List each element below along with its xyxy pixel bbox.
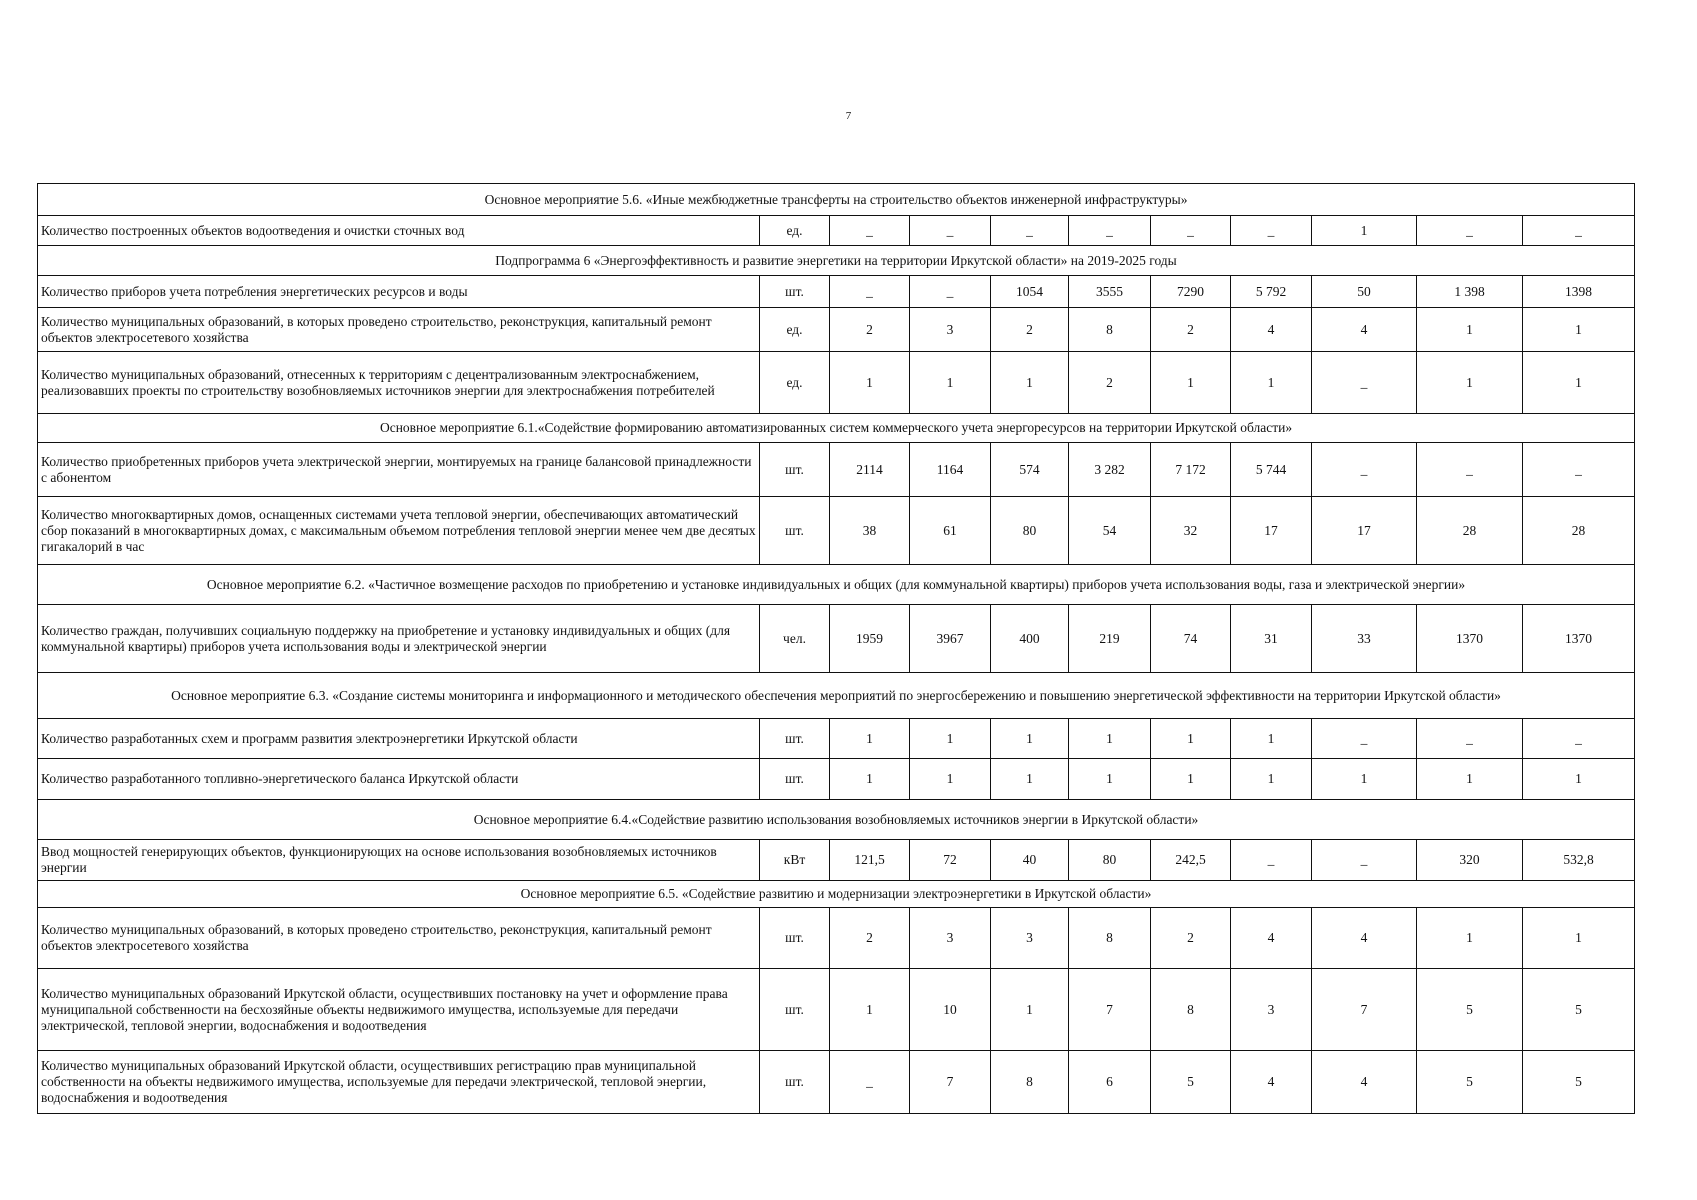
value-cell: 400	[991, 605, 1069, 673]
value-cell: 121,5	[830, 840, 910, 881]
value-cell: 1	[1312, 216, 1417, 246]
unit-cell: шт.	[760, 1051, 830, 1114]
indicator-label: Количество многоквартирных домов, оснащенных системами учета тепловой энергии, обеспечивающих автоматический сбор показаний в многоквартирных домах, с максимальным объемом потребления тепловой энергии менее чем две десятых гигакалорий в час	[38, 497, 760, 565]
value-cell: 6	[1069, 1051, 1151, 1114]
value-cell: 3	[910, 908, 991, 969]
table-row	[38, 908, 1635, 969]
indicator-label: Количество муниципальных образований, в которых проведено строительство, реконструкция, капитальный ремонт объектов электросетевого хозяйства	[38, 908, 760, 969]
value-cell: 1	[1523, 908, 1635, 969]
value-cell: 3	[991, 908, 1069, 969]
unit-cell: шт.	[760, 908, 830, 969]
value-cell: 1398	[1523, 276, 1635, 308]
value-cell: 28	[1417, 497, 1523, 565]
value-cell: 54	[1069, 497, 1151, 565]
value-cell: _	[1312, 840, 1417, 881]
value-cell: _	[1417, 443, 1523, 497]
value-cell: 1370	[1523, 605, 1635, 673]
value-cell: 4	[1231, 908, 1312, 969]
value-cell: 5	[1417, 969, 1523, 1051]
value-cell: 1	[991, 352, 1069, 414]
unit-cell: шт.	[760, 719, 830, 759]
unit-cell: ед.	[760, 216, 830, 246]
unit-cell: шт.	[760, 969, 830, 1051]
value-cell: 38	[830, 497, 910, 565]
value-cell: 4	[1312, 908, 1417, 969]
value-cell: 8	[1069, 308, 1151, 352]
value-cell: 2	[991, 308, 1069, 352]
value-cell: 1	[991, 719, 1069, 759]
value-cell: 1	[830, 969, 910, 1051]
value-cell: 8	[991, 1051, 1069, 1114]
value-cell: 4	[1312, 1051, 1417, 1114]
table-row	[38, 969, 1635, 1051]
value-cell: 5	[1417, 1051, 1523, 1114]
value-cell: _	[1523, 216, 1635, 246]
table-row	[38, 719, 1635, 759]
value-cell: 32	[1151, 497, 1231, 565]
value-cell: 3	[1231, 969, 1312, 1051]
value-cell: _	[1417, 216, 1523, 246]
value-cell: 7 172	[1151, 443, 1231, 497]
value-cell: 31	[1231, 605, 1312, 673]
value-cell: 242,5	[1151, 840, 1231, 881]
value-cell: 3967	[910, 605, 991, 673]
value-cell: 1	[1151, 759, 1231, 800]
value-cell: 4	[1231, 308, 1312, 352]
value-cell: 574	[991, 443, 1069, 497]
value-cell: 50	[1312, 276, 1417, 308]
value-cell: 1	[1417, 759, 1523, 800]
indicator-label: Ввод мощностей генерирующих объектов, функционирующих на основе использования возобновляемых источников энергии	[38, 840, 760, 881]
value-cell: 1054	[991, 276, 1069, 308]
table-row	[38, 759, 1635, 800]
value-cell: 5	[1151, 1051, 1231, 1114]
value-cell: 1	[830, 719, 910, 759]
value-cell: 8	[1069, 908, 1151, 969]
indicator-label: Количество муниципальных образований Иркутской области, осуществивших регистрацию прав муниципальной собственности на объекты недвижимого имущества, используемые для передачи электрической, тепловой энергии, водоснабжения и водоотведения	[38, 1051, 760, 1114]
value-cell: 219	[1069, 605, 1151, 673]
value-cell: _	[991, 216, 1069, 246]
value-cell: 1	[991, 969, 1069, 1051]
value-cell: 61	[910, 497, 991, 565]
value-cell: _	[830, 276, 910, 308]
value-cell: 5 744	[1231, 443, 1312, 497]
table-row	[38, 840, 1635, 881]
table-body	[38, 184, 1635, 1114]
unit-cell: кВт	[760, 840, 830, 881]
indicator-label: Количество разработанного топливно-энергетического баланса Иркутской области	[38, 759, 760, 800]
value-cell: 1	[991, 759, 1069, 800]
value-cell: 1	[1523, 308, 1635, 352]
value-cell: 1	[1312, 759, 1417, 800]
value-cell: 80	[991, 497, 1069, 565]
unit-cell: шт.	[760, 759, 830, 800]
value-cell: _	[1312, 352, 1417, 414]
value-cell: 1	[1231, 719, 1312, 759]
value-cell: 10	[910, 969, 991, 1051]
indicator-label: Количество муниципальных образований Иркутской области, осуществивших постановку на учет и оформление права муниципальной собственности на бесхозяйные объекты недвижимого имущества, используемые для передачи электрической, тепловой энергии, водоснабжения и водоотведения	[38, 969, 760, 1051]
value-cell: _	[1523, 719, 1635, 759]
value-cell: 17	[1231, 497, 1312, 565]
value-cell: _	[830, 1051, 910, 1114]
indicators-table	[37, 183, 1635, 1114]
unit-cell: шт.	[760, 443, 830, 497]
value-cell: 5	[1523, 969, 1635, 1051]
value-cell: 28	[1523, 497, 1635, 565]
section-header-row	[38, 414, 1635, 443]
section-header-row	[38, 246, 1635, 276]
table-row	[38, 276, 1635, 308]
value-cell: _	[1231, 216, 1312, 246]
value-cell: 2	[830, 308, 910, 352]
section-title: Основное мероприятие 6.3. «Создание системы мониторинга и информационного и методического обеспечения мероприятий по энергосбережению и повышению энергетической эффективности на территории Иркутской области»	[38, 673, 1635, 719]
indicator-label: Количество построенных объектов водоотведения и очистки сточных вод	[38, 216, 760, 246]
section-header-row	[38, 184, 1635, 216]
value-cell: _	[910, 276, 991, 308]
value-cell: 72	[910, 840, 991, 881]
value-cell: 1	[1151, 352, 1231, 414]
value-cell: 3	[910, 308, 991, 352]
section-title: Основное мероприятие 6.1.«Содействие формированию автоматизированных систем коммерческого учета энергоресурсов на территории Иркутской области»	[38, 414, 1635, 443]
value-cell: _	[830, 216, 910, 246]
table-row	[38, 216, 1635, 246]
section-header-row	[38, 881, 1635, 908]
table-row	[38, 352, 1635, 414]
table-row	[38, 497, 1635, 565]
value-cell: 7290	[1151, 276, 1231, 308]
value-cell: 1	[1069, 719, 1151, 759]
value-cell: 2	[830, 908, 910, 969]
value-cell: 2	[1069, 352, 1151, 414]
indicator-label: Количество разработанных схем и программ развития электроэнергетики Иркутской области	[38, 719, 760, 759]
value-cell: 1	[1417, 308, 1523, 352]
value-cell: 1	[1417, 908, 1523, 969]
section-header-row	[38, 800, 1635, 840]
unit-cell: чел.	[760, 605, 830, 673]
value-cell: 1	[910, 719, 991, 759]
value-cell: 1	[1417, 352, 1523, 414]
value-cell: 33	[1312, 605, 1417, 673]
value-cell: 5	[1523, 1051, 1635, 1114]
section-header-row	[38, 673, 1635, 719]
indicator-label: Количество приборов учета потребления энергетических ресурсов и воды	[38, 276, 760, 308]
section-header-row	[38, 565, 1635, 605]
unit-cell: шт.	[760, 497, 830, 565]
unit-cell: ед.	[760, 352, 830, 414]
table-row	[38, 308, 1635, 352]
value-cell: 1	[1523, 352, 1635, 414]
value-cell: 1164	[910, 443, 991, 497]
table-row	[38, 1051, 1635, 1114]
value-cell: 4	[1231, 1051, 1312, 1114]
indicator-label: Количество муниципальных образований, отнесенных к территориям с децентрализованным электроснабжением, реализовавших проекты по строительству возобновляемых источников энергии для электроснабжения потребителей	[38, 352, 760, 414]
table-row	[38, 443, 1635, 497]
value-cell: _	[910, 216, 991, 246]
section-title: Основное мероприятие 6.2. «Частичное возмещение расходов по приобретению и установке индивидуальных и общих (для коммунальной квартиры) приборов учета использования воды, газа и электрической энергии»	[38, 565, 1635, 605]
value-cell: _	[1069, 216, 1151, 246]
value-cell: 1	[910, 759, 991, 800]
value-cell: 1959	[830, 605, 910, 673]
indicator-label: Количество муниципальных образований, в которых проведено строительство, реконструкция, капитальный ремонт объектов электросетевого хозяйства	[38, 308, 760, 352]
value-cell: 17	[1312, 497, 1417, 565]
section-title: Основное мероприятие 5.6. «Иные межбюджетные трансферты на строительство объектов инженерной инфраструктуры»	[38, 184, 1635, 216]
value-cell: 1	[910, 352, 991, 414]
value-cell: _	[1417, 719, 1523, 759]
value-cell: _	[1231, 840, 1312, 881]
value-cell: 1	[1151, 719, 1231, 759]
value-cell: 7	[910, 1051, 991, 1114]
unit-cell: шт.	[760, 276, 830, 308]
value-cell: 80	[1069, 840, 1151, 881]
value-cell: _	[1151, 216, 1231, 246]
value-cell: _	[1523, 443, 1635, 497]
value-cell: 7	[1312, 969, 1417, 1051]
unit-cell: ед.	[760, 308, 830, 352]
section-title: Основное мероприятие 6.4.«Содействие развитию использования возобновляемых источников энергии в Иркутской области»	[38, 800, 1635, 840]
value-cell: 3555	[1069, 276, 1151, 308]
table-row	[38, 605, 1635, 673]
value-cell: 8	[1151, 969, 1231, 1051]
indicator-label: Количество приобретенных приборов учета электрической энергии, монтируемых на границе балансовой принадлежности с абонентом	[38, 443, 760, 497]
value-cell: _	[1312, 719, 1417, 759]
value-cell: 1 398	[1417, 276, 1523, 308]
value-cell: 1370	[1417, 605, 1523, 673]
value-cell: 1	[1231, 352, 1312, 414]
value-cell: 1	[1069, 759, 1151, 800]
value-cell: 1	[1523, 759, 1635, 800]
value-cell: 7	[1069, 969, 1151, 1051]
value-cell: 2	[1151, 308, 1231, 352]
value-cell: 1	[830, 759, 910, 800]
value-cell: 320	[1417, 840, 1523, 881]
value-cell: 40	[991, 840, 1069, 881]
page-number: 7	[845, 110, 852, 122]
value-cell: 5 792	[1231, 276, 1312, 308]
value-cell: 4	[1312, 308, 1417, 352]
value-cell: 2114	[830, 443, 910, 497]
value-cell: 1	[830, 352, 910, 414]
section-title: Подпрограмма 6 «Энергоэффективность и развитие энергетики на территории Иркутской области» на 2019-2025 годы	[38, 246, 1635, 276]
value-cell: 532,8	[1523, 840, 1635, 881]
indicator-label: Количество граждан, получивших социальную поддержку на приобретение и установку индивидуальных и общих (для коммунальной квартиры) приборов учета использования воды и электрической энергии	[38, 605, 760, 673]
value-cell: 2	[1151, 908, 1231, 969]
value-cell: 3 282	[1069, 443, 1151, 497]
value-cell: _	[1312, 443, 1417, 497]
section-title: Основное мероприятие 6.5. «Содействие развитию и модернизации электроэнергетики в Иркутской области»	[38, 881, 1635, 908]
value-cell: 1	[1231, 759, 1312, 800]
value-cell: 74	[1151, 605, 1231, 673]
